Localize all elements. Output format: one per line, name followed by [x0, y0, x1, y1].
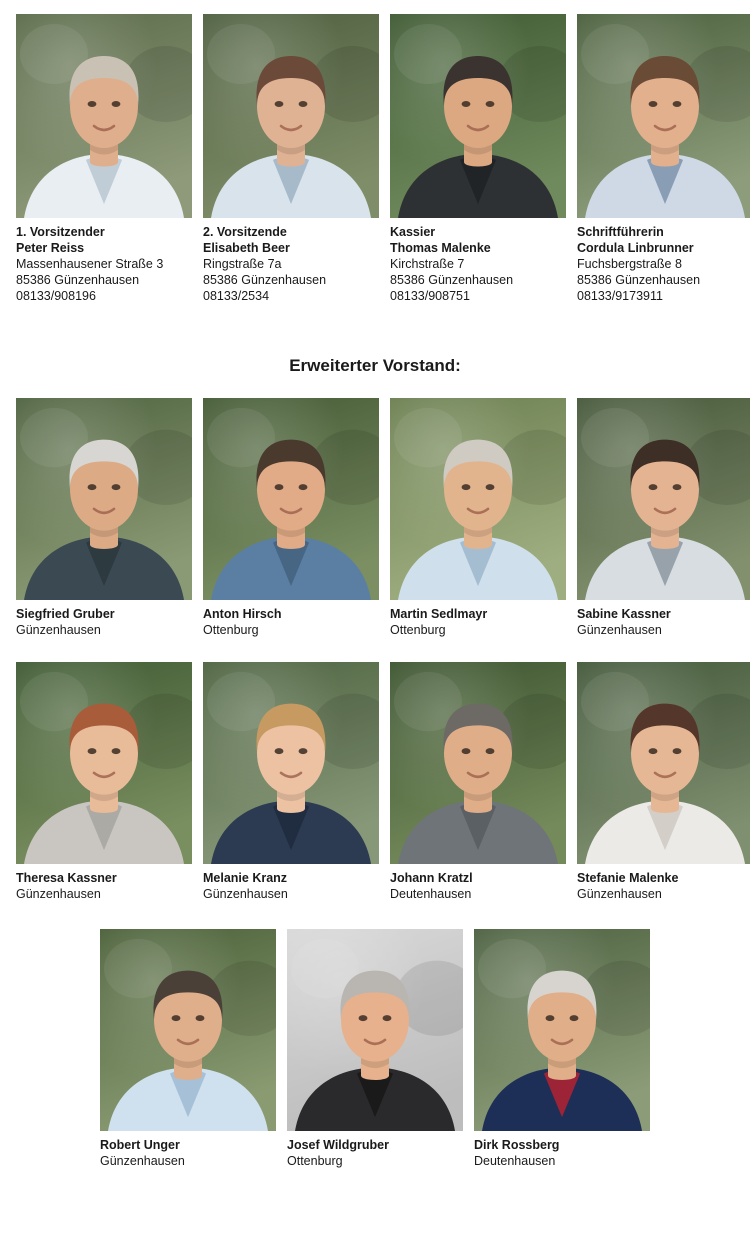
person-card [100, 929, 276, 1170]
person-caption [203, 218, 379, 304]
person-card [577, 398, 750, 639]
person-role: Kassier [390, 225, 436, 239]
executive-board-row [16, 14, 734, 304]
section-heading: Erweiterter Vorstand: [289, 356, 461, 376]
person-street: Massenhausener Straße 3 [16, 256, 164, 271]
person-caption [16, 864, 192, 903]
person-town: Günzenhausen [577, 623, 662, 638]
person-card [16, 398, 192, 639]
person-town: Günzenhausen [203, 887, 288, 901]
person-name: Dirk Rossberg [474, 1137, 560, 1152]
person-name: Melanie Kranz [203, 871, 288, 886]
person-role: 1. Vorsitzender [16, 225, 105, 239]
person-town: Günzenhausen [577, 887, 662, 901]
person-name: Thomas Malenke [390, 240, 491, 255]
person-town: Günzenhausen [100, 1153, 185, 1168]
person-phone: 08133/2534 [203, 288, 270, 303]
person-caption [287, 1131, 463, 1170]
portrait-photo [577, 14, 750, 218]
portrait-photo [100, 929, 276, 1131]
person-caption [577, 600, 750, 639]
person-street: Fuchsbergstraße 8 [577, 256, 682, 271]
person-city: 85386 Günzenhausen [577, 272, 701, 287]
person-phone: 08133/908196 [16, 288, 96, 303]
person-caption [390, 218, 566, 304]
person-card [577, 662, 750, 903]
row-spacer [16, 639, 734, 662]
person-town: Ottenburg [390, 623, 446, 638]
portrait-photo [203, 662, 379, 864]
person-name: Sabine Kassner [577, 607, 671, 622]
person-role: Schriftführerin [577, 225, 664, 239]
person-caption [390, 864, 566, 903]
portrait-photo [16, 398, 192, 600]
person-town: Günzenhausen [16, 887, 101, 901]
portrait-photo [16, 14, 192, 218]
portrait-photo [390, 662, 566, 864]
person-card [577, 14, 750, 304]
person-card [287, 929, 463, 1170]
person-name: Theresa Kassner [16, 871, 117, 886]
person-card [16, 14, 192, 304]
portrait-photo [474, 929, 650, 1131]
person-card [203, 398, 379, 639]
portrait-photo [203, 14, 379, 218]
person-name: Elisabeth Beer [203, 240, 290, 255]
person-caption [577, 218, 750, 304]
person-phone: 08133/9173911 [577, 288, 663, 303]
portrait-photo [287, 929, 463, 1131]
person-caption [16, 218, 192, 304]
person-caption [203, 600, 379, 639]
person-town: Ottenburg [203, 623, 259, 638]
person-name: Robert Unger [100, 1137, 180, 1152]
person-town: Günzenhausen [16, 623, 101, 638]
portrait-photo [390, 398, 566, 600]
extended-board-row-1 [16, 398, 734, 639]
person-card [203, 662, 379, 903]
portrait-photo [577, 398, 750, 600]
person-city: 85386 Günzenhausen [16, 272, 140, 287]
person-name: Anton Hirsch [203, 607, 282, 622]
person-caption [203, 864, 379, 903]
person-name: Martin Sedlmayr [390, 607, 488, 622]
person-caption [100, 1131, 276, 1170]
person-card [474, 929, 650, 1170]
person-card [203, 14, 379, 304]
person-card [16, 662, 192, 903]
extended-board-row-2 [16, 662, 734, 903]
person-city: 85386 Günzenhausen [390, 272, 514, 287]
portrait-photo [16, 662, 192, 864]
person-street: Ringstraße 7a [203, 256, 282, 271]
extended-board-row-3 [16, 929, 734, 1170]
person-caption [577, 864, 750, 903]
person-name: Cordula Linbrunner [577, 240, 694, 255]
person-city: 85386 Günzenhausen [203, 272, 327, 287]
person-caption [474, 1131, 650, 1170]
person-name: Peter Reiss [16, 240, 85, 255]
person-name: Siegfried Gruber [16, 607, 115, 622]
person-street: Kirchstraße 7 [390, 256, 465, 271]
person-town: Deutenhausen [474, 1153, 556, 1168]
portrait-photo [390, 14, 566, 218]
person-caption [390, 600, 566, 639]
portrait-photo [203, 398, 379, 600]
person-caption [16, 600, 192, 639]
person-name: Josef Wildgruber [287, 1137, 389, 1152]
person-card [390, 398, 566, 639]
portrait-photo [577, 662, 750, 864]
person-town: Ottenburg [287, 1153, 343, 1168]
person-card [390, 14, 566, 304]
person-phone: 08133/908751 [390, 288, 470, 303]
person-role: 2. Vorsitzende [203, 225, 287, 239]
person-name: Johann Kratzl [390, 871, 473, 886]
person-card [390, 662, 566, 903]
person-name: Stefanie Malenke [577, 871, 679, 886]
person-town: Deutenhausen [390, 887, 472, 901]
